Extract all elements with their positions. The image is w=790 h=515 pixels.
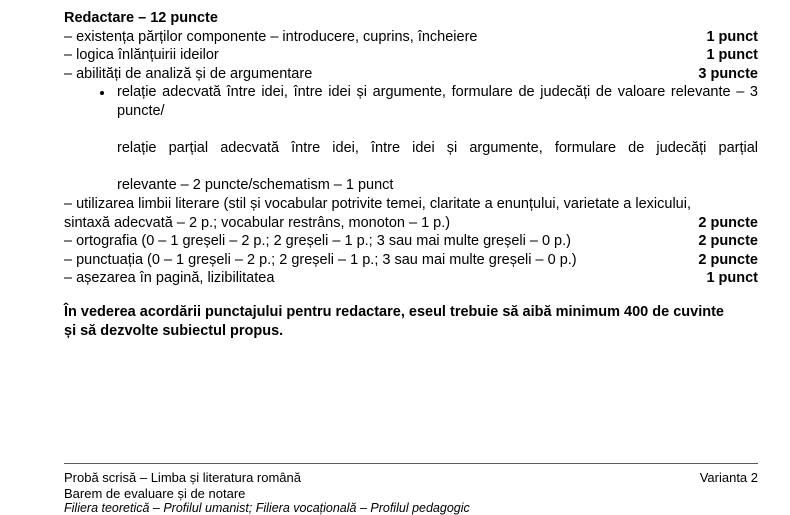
criterion-points: 3 puncte (698, 65, 758, 82)
footer-filiera-label: Filiera teoretică – Profilul umanist; Filiera vocațională – Profilul pedagogic (64, 501, 470, 515)
section-heading: Redactare – 12 puncte (64, 10, 218, 26)
criterion-points: 1 punct (706, 47, 758, 64)
criterion-label: – punctuația (0 – 1 greșeli – 2 p.; 2 greșeli – 1 p.; 3 sau mai multe greșeli – 0 p.) (64, 251, 577, 268)
criterion-row (64, 46, 758, 65)
criterion-points: 2 puncte (698, 233, 758, 250)
footer-barem-label: Barem de evaluare și de notare (64, 485, 246, 501)
footer-variant-label: Varianta 2 (699, 470, 758, 485)
page-footer (64, 463, 758, 515)
criterion-label: – ortografia (0 – 1 greșeli – 2 p.; 2 greșeli – 1 p.; 3 sau mai multe greșeli – 0 p.) (64, 233, 571, 250)
criterion-wrapped-row (64, 214, 758, 233)
minimum-words-note (64, 303, 754, 340)
bullet-line: relevante – 2 puncte/schematism – 1 punct (117, 177, 394, 194)
bullet-text (117, 83, 758, 195)
criterion-row (64, 269, 758, 288)
criterion-row (64, 28, 758, 47)
criterion-row (64, 251, 758, 270)
criterion-points: 1 punct (706, 28, 758, 45)
document-content (64, 9, 758, 340)
note-line: și să dezvolte subiectul propus. (64, 322, 284, 339)
note-line: În vederea acordării punctajului pentru redactare, eseul trebuie să aibă minimum 400 de cuvinte (64, 303, 724, 320)
criterion-label: – logica înlănțuirii ideilor (64, 47, 219, 64)
bullet-line: relație adecvată între idei, între idei și argumente, formulare de judecăți de valoare relevante – 3 puncte/ (117, 84, 758, 119)
criterion-points: 2 puncte (698, 251, 758, 268)
criterion-row (64, 65, 758, 84)
bullet-line: relație parțial adecvată între idei, între idei și argumente, formulare de judecăți parțial (117, 140, 758, 157)
criterion-wrapped-line: – utilizarea limbii literare (stil și vocabular potrivite temei, claritate a enunțului, varietate a lexicului, (64, 195, 691, 212)
bullet-dot-icon (100, 91, 104, 95)
criterion-label: – abilități de analiză și de argumentare (64, 65, 313, 82)
criterion-points: 1 punct (706, 270, 758, 287)
criterion-row (64, 232, 758, 251)
bullet-item (100, 83, 758, 195)
criterion-label: – așezarea în pagină, lizibilitatea (64, 270, 275, 287)
footer-exam-row (64, 470, 758, 486)
criterion-points: 2 puncte (698, 214, 758, 231)
criterion-label: – existența părților componente – introducere, cuprins, încheiere (64, 28, 478, 45)
criterion-label: sintaxă adecvată – 2 p.; vocabular restrâns, monoton – 1 p.) (64, 214, 451, 231)
footer-exam-label: Probă scrisă – Limba și literatura română (64, 470, 301, 485)
